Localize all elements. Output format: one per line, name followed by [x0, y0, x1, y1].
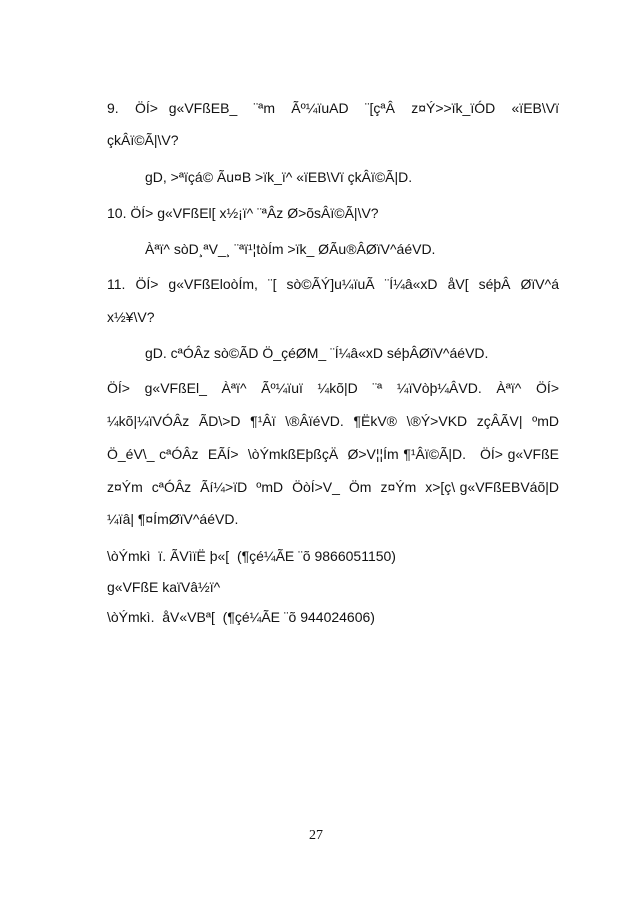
question-10: 10. ÖÍ> g«VFßEl[ x½¡ï^ ¨ªÂz Ø>õsÂï©Ã|\V?	[107, 205, 379, 221]
paragraph-line-3: Ö_éV\_ cªÓÂz EÃÍ> \òÝmkßEþßçÄ Ø>V¦¦Ím ¶¹Âï©Ã|D. ÖÍ> g«VFßE	[107, 446, 559, 462]
paragraph-line-2: ¼kõ|¼ïVÓÂz ÃD\>D ¶¹Âï \®ÂïéVD. ¶ËkV® \®Ý>VKD zçÂÃV| ºmD	[107, 413, 559, 429]
question-11-line-1: 11. ÖÍ> g«VFßEloòÍm, ¨[ sò©ÃÝ]u¼ïuÃ ¨Í¼â«xD åV[ séþÂ ØïV^á	[107, 276, 559, 292]
question-9-line-2: çkÂï©Ã|\V?	[107, 132, 179, 148]
answer-10: Àªï^ sòD¸ªV_¸ ¨ªï¹¦tòÍm >ïk_ ØÃu®ÂØïV^áéVD.	[145, 241, 436, 257]
page-number: 27	[309, 828, 323, 843]
paragraph-line-4: z¤Ým cªÓÂz Ãí¼>ïD ºmD ÖòÍ>V_ Öm z¤Ým x>[ç\ g«VFßEBVáõ|D	[107, 479, 559, 495]
author-2: \òÝmkì. åV«VBª[ (¶çé¼ÃE ¨õ 944024606)	[107, 609, 375, 625]
author-role: g«VFßE kaïVâ½ï^	[107, 579, 221, 595]
paragraph-line-5: ¼ïâ| ¶¤ÍmØïV^áéVD.	[107, 511, 239, 527]
author-1: \òÝmkì ï. ÃVìïË þ«[ (¶çé¼ÃE ¨õ 9866051150)	[107, 548, 396, 564]
answer-9: gD, >ªïçá© Ãu¤B >ïk_ï^ «ïEB\Vï çkÂï©Ã|D.	[145, 169, 413, 185]
question-9-line-1: 9. ÖÍ> g«VFßEB_ ¨ªm Ãº¼ïuAD ¨[çªÂ z¤Ý>>ïk_ïÓD «ïEB\Vï	[107, 100, 559, 116]
paragraph-line-1: ÖÍ> g«VFßEl_ Àªï^ Ãº¼ïuï ¼kõ|D ¨ª ¼ïVòþ¼ÂVD. Àªï^ ÖÍ>	[107, 380, 559, 396]
question-11-line-2: x½¥\V?	[107, 309, 155, 325]
answer-11: gD. cªÓÂz sò©ÃD Ö_çéØM_ ¨Í¼â«xD séþÂØïV^áéVD.	[145, 345, 489, 361]
